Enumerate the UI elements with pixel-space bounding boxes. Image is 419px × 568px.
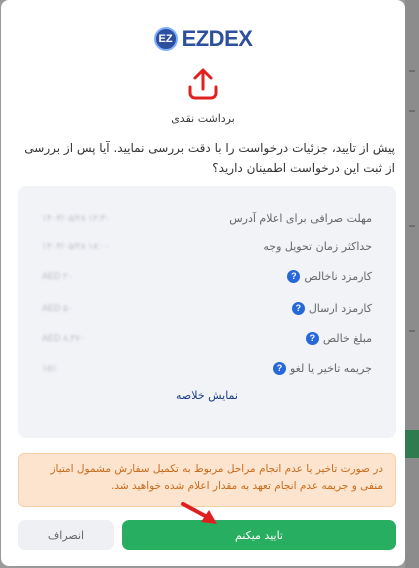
detail-value: ۱۴۰۳/۰۵/۲۸ ۱۸:۰۰ [42,240,111,251]
detail-row-max-delivery-time [18,236,396,256]
detail-label: مهلت صرافی برای اعلام آدرس [229,211,372,225]
detail-label: کارمزد ارسال ? [292,302,372,315]
detail-label: مبلغ خالص ? [306,332,372,345]
background-mark [409,225,415,227]
background-mark [409,110,415,112]
show-summary-link[interactable]: نمایش خلاصه [176,389,238,402]
logo-wordmark: EZDEX [181,26,253,51]
detail-label: کارمزد ناخالص ? [287,270,372,283]
question-circle-icon[interactable]: ? [306,332,319,345]
detail-row-sending-fee [18,298,396,318]
question-circle-icon[interactable]: ? [273,362,286,375]
detail-row-net-amount [18,328,396,348]
withdraw-confirm-dialog [1,0,405,566]
detail-value: AED ۵۰ [42,302,73,313]
dialog-title: برداشت نقدی [171,112,235,125]
question-circle-icon[interactable]: ? [287,270,300,283]
background-mark [409,330,415,332]
detail-row-exchange-deadline [18,208,396,228]
detail-value: ۱۴۰۳/۰۵/۲۸ ۱۲:۳۰ [42,212,111,223]
confirm-button[interactable]: تایید میکنم [122,520,396,550]
background-green-tab [405,430,419,458]
cancel-button[interactable]: انصراف [18,520,114,550]
brand-logo [1,24,405,54]
red-arrow-icon [179,500,223,528]
penalty-warning: در صورت تاخیر یا عدم انجام مراحل مربوط به تکمیل سفارش مشمول امتیاز منفی و جریمه عدم انجام تعهد به مقدار اعلام شده خواهید شد. [18,453,396,507]
background-page-edge [405,0,419,568]
detail-value: ۱۵٪ [42,362,57,373]
detail-label: حداکثر زمان تحویل وجه [263,239,372,253]
detail-value: AED ۲۰ [42,270,73,281]
background-mark [409,70,415,72]
confirm-question: پیش از تایید، جزئیات درخواست را با دقت بررسی نمایید. آیا پس از بررسی از ثبت این درخواست اطمینان دارید؟ [24,141,395,175]
detail-value: AED ۸,۴۷۰ [42,332,85,343]
detail-row-gross-fee [18,266,396,286]
detail-label: جریمه تاخیر یا لغو ? [273,362,372,375]
question-circle-icon[interactable]: ? [292,302,305,315]
detail-row-delay-penalty [18,358,396,378]
logo-mark-icon: EZ [154,27,178,51]
upload-arrow-icon [187,67,219,101]
